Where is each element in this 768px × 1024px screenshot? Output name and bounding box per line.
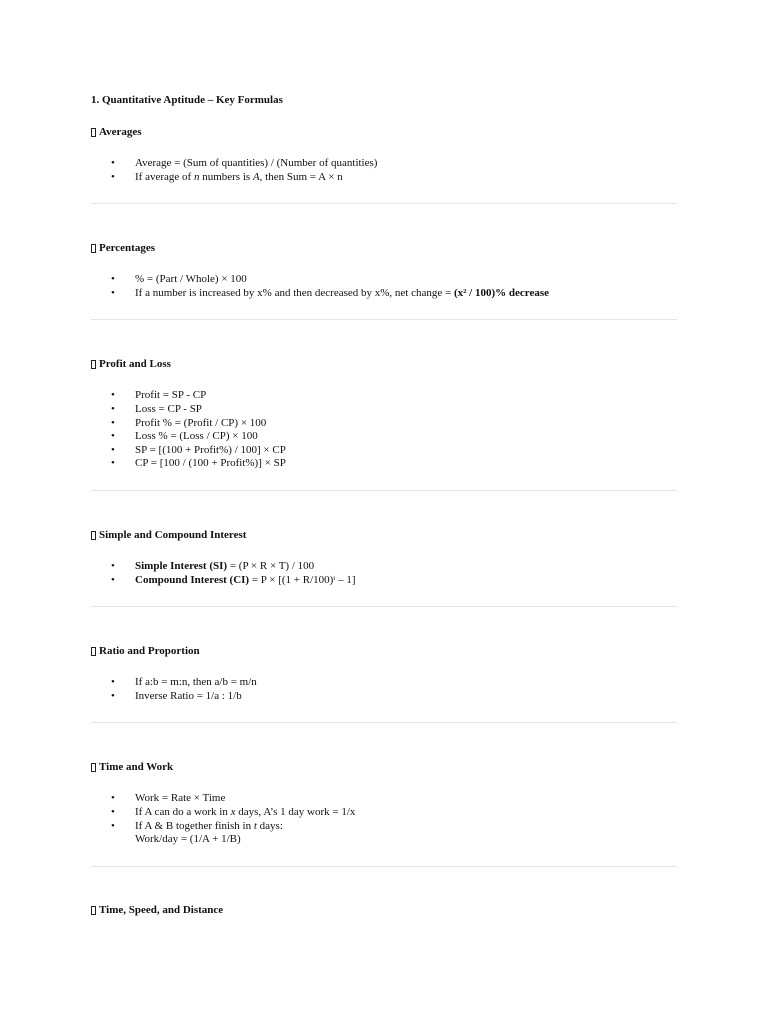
divider (91, 203, 677, 204)
list-item (91, 171, 677, 185)
section-heading-text: Time and Work (99, 761, 174, 774)
section-heading (91, 761, 677, 774)
item-text: Loss % = (Loss / CP) × 100 (135, 430, 258, 443)
section-ratio (91, 645, 677, 703)
item-text: Loss = CP - SP (135, 402, 202, 415)
bullet-icon: • (111, 157, 115, 169)
list-item (91, 430, 677, 444)
divider (91, 490, 677, 491)
list-item (91, 389, 677, 403)
bullet-icon: • (111, 286, 115, 299)
item-text-bold: Simple Interest (SI) (135, 559, 228, 572)
item-text-italic: t (253, 819, 257, 832)
bullet-icon: • (111, 416, 115, 429)
item-text: Average = (Sum of quantities) / (Number of quantities) (135, 157, 378, 169)
bullet-icon: • (111, 792, 115, 805)
item-text: = P × [(1 + R/100)ᵗ – 1] (249, 573, 356, 586)
section-heading (91, 645, 677, 658)
divider (91, 319, 677, 320)
item-text-bold: (x² / 100)% decrease (453, 286, 550, 299)
bullet-list (91, 273, 677, 300)
item-text: days, A’s 1 day work = 1/x (235, 805, 356, 818)
item-text: % = (Part / Whole) × 100 (135, 273, 247, 286)
missing-glyph-icon (91, 531, 96, 540)
bullet-icon: • (111, 457, 115, 470)
list-item (91, 287, 677, 301)
section-time-speed-distance (91, 904, 677, 917)
item-text: CP = [100 / (100 + Profit%)] × SP (135, 457, 286, 470)
section-heading (91, 358, 677, 371)
divider (91, 866, 677, 867)
list-item (91, 792, 677, 806)
list-item (91, 273, 677, 287)
section-heading (91, 242, 677, 255)
section-percentages (91, 242, 677, 300)
missing-glyph-icon (91, 647, 96, 656)
item-text-italic: x (230, 805, 236, 818)
list-item (91, 444, 677, 458)
section-heading-text: Averages (99, 126, 142, 138)
item-text: numbers is (199, 170, 253, 183)
bullet-icon: • (111, 819, 115, 832)
item-text: days: (256, 819, 283, 832)
bullet-list (91, 560, 677, 587)
bullet-icon: • (111, 402, 115, 415)
list-item (91, 560, 677, 574)
bullet-icon: • (111, 676, 115, 689)
bullet-icon: • (111, 689, 115, 702)
bullet-icon: • (111, 430, 115, 443)
section-interest (91, 529, 677, 587)
list-item (91, 806, 677, 820)
list-item (91, 676, 677, 690)
item-text-italic: A (252, 170, 260, 183)
missing-glyph-icon (91, 906, 96, 915)
missing-glyph-icon (91, 763, 96, 772)
item-text: Profit = SP - CP (135, 389, 207, 402)
item-text: If a number is increased by x% and then decreased by x%, net change = (135, 286, 454, 299)
item-text: SP = [(100 + Profit%) / 100] × CP (135, 443, 286, 456)
item-text: If A can do a work in (135, 805, 231, 818)
item-text: = (P × R × T) / 100 (227, 559, 315, 572)
item-text: Work = Rate × Time (135, 792, 226, 805)
divider (91, 606, 677, 607)
missing-glyph-icon (91, 128, 96, 137)
section-heading-text: Time, Speed, and Distance (99, 903, 224, 916)
list-item (91, 403, 677, 417)
list-item (91, 574, 677, 588)
section-time-and-work (91, 761, 677, 846)
list-item (91, 157, 677, 171)
bullet-icon: • (111, 559, 115, 572)
bullet-list (91, 792, 677, 846)
item-text: If A & B together finish in (135, 819, 254, 832)
bullet-icon: • (111, 443, 115, 456)
section-heading-text: Profit and Loss (99, 358, 171, 371)
missing-glyph-icon (91, 244, 96, 253)
item-text-italic: n (193, 170, 200, 183)
section-heading-text: Simple and Compound Interest (99, 528, 247, 541)
item-text: , then Sum = A × n (259, 170, 343, 183)
item-text-continuation: Work/day = (1/A + 1/B) (135, 833, 241, 846)
item-text: Profit % = (Profit / CP) × 100 (135, 416, 267, 429)
bullet-icon: • (111, 273, 115, 286)
document-title: 1. Quantitative Aptitude – Key Formulas (91, 94, 283, 106)
document-page (91, 94, 677, 917)
bullet-icon: • (111, 573, 115, 586)
missing-glyph-icon (91, 360, 96, 369)
section-averages (91, 126, 677, 184)
list-item (91, 820, 677, 847)
section-heading-text: Ratio and Proportion (99, 645, 200, 658)
bullet-list (91, 389, 677, 471)
item-text-bold: Compound Interest (CI) (135, 573, 250, 586)
section-heading-text: Percentages (99, 242, 155, 255)
bullet-icon: • (111, 805, 115, 818)
list-item (91, 690, 677, 704)
item-text: Inverse Ratio = 1/a : 1/b (135, 689, 242, 702)
section-heading (91, 904, 677, 917)
bullet-list (91, 676, 677, 703)
bullet-list (91, 157, 677, 184)
item-text: If average of (135, 170, 194, 183)
section-heading (91, 529, 677, 542)
divider (91, 722, 677, 723)
section-profit-and-loss (91, 358, 677, 471)
item-text: If a:b = m:n, then a/b = m/n (135, 676, 257, 689)
section-heading (91, 126, 677, 139)
list-item (91, 417, 677, 431)
bullet-icon: • (111, 170, 115, 183)
bullet-icon: • (111, 389, 115, 402)
list-item (91, 457, 677, 471)
